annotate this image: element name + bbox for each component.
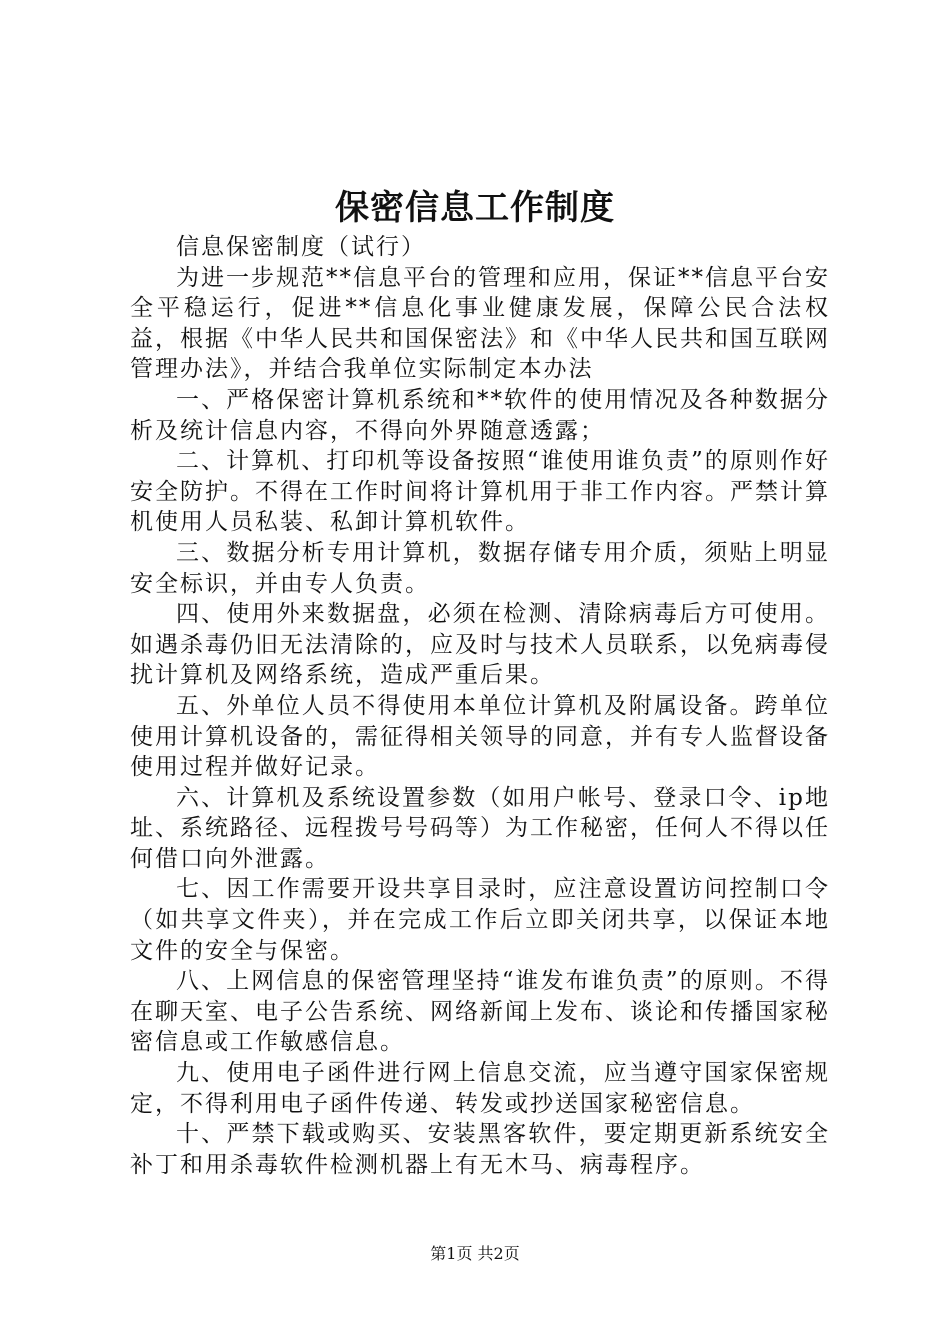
paragraph-item-7: 七、因工作需要开设共享目录时，应注意设置访问控制口令（如共享文件夹），并在完成工作后立即关闭共享，以保证本地文件的安全与保密。 (130, 876, 830, 964)
paragraph-item-3: 三、数据分析专用计算机，数据存储专用介质，须贴上明显安全标识，并由专人负责。 (130, 539, 830, 597)
paragraph-item-10: 十、严禁下载或购买、安装黑客软件，要定期更新系统安全补丁和用杀毒软件检测机器上有无木马、病毒程序。 (130, 1121, 830, 1178)
paragraph-item-4: 四、使用外来数据盘，必须在检测、清除病毒后方可使用。如遇杀毒仍旧无法清除的，应及时与技术人员联系，以免病毒侵扰计算机及网络系统，造成严重后果。 (130, 601, 830, 689)
paragraph-item-6: 六、计算机及系统设置参数（如用户帐号、登录口令、ip地址、系统路径、远程拨号号码等）为工作秘密，任何人不得以任何借口向外泄露。 (130, 784, 830, 872)
page-number-footer: 第1页 共2页 (430, 1244, 520, 1263)
document-body (130, 232, 830, 1180)
document-subtitle: 信息保密制度（试行） (176, 234, 426, 260)
paragraph-item-1: 一、严格保密计算机系统和**软件的使用情况及各种数据分析及统计信息内容，不得向外界随意透露； (130, 386, 830, 444)
document-title: 保密信息工作制度 (335, 188, 615, 228)
paragraph-item-8: 八、上网信息的保密管理坚持“谁发布谁负责”的原则。不得在聊天室、电子公告系统、网络新闻上发布、谈论和传播国家秘密信息或工作敏感信息。 (130, 968, 830, 1056)
paragraph-item-2: 二、计算机、打印机等设备按照“谁使用谁负责”的原则作好安全防护。不得在工作时间将计算机用于非工作内容。严禁计算机使用人员私装、私卸计算机软件。 (130, 448, 830, 536)
paragraph-intro: 为进一步规范**信息平台的管理和应用，保证**信息平台安全平稳运行，促进**信息化事业健康发展，保障公民合法权益，根据《中华人民共和国保密法》和《中华人民共和国互联网管理办法》，并结合我单位实际制定本办法 (130, 264, 830, 383)
paragraph-item-5: 五、外单位人员不得使用本单位计算机及附属设备。跨单位使用计算机设备的，需征得相关领导的同意，并有专人监督设备使用过程并做好记录。 (130, 692, 830, 781)
paragraph-item-9: 九、使用电子函件进行网上信息交流，应当遵守国家保密规定，不得利用电子函件传递、转发或抄送国家秘密信息。 (130, 1060, 830, 1117)
